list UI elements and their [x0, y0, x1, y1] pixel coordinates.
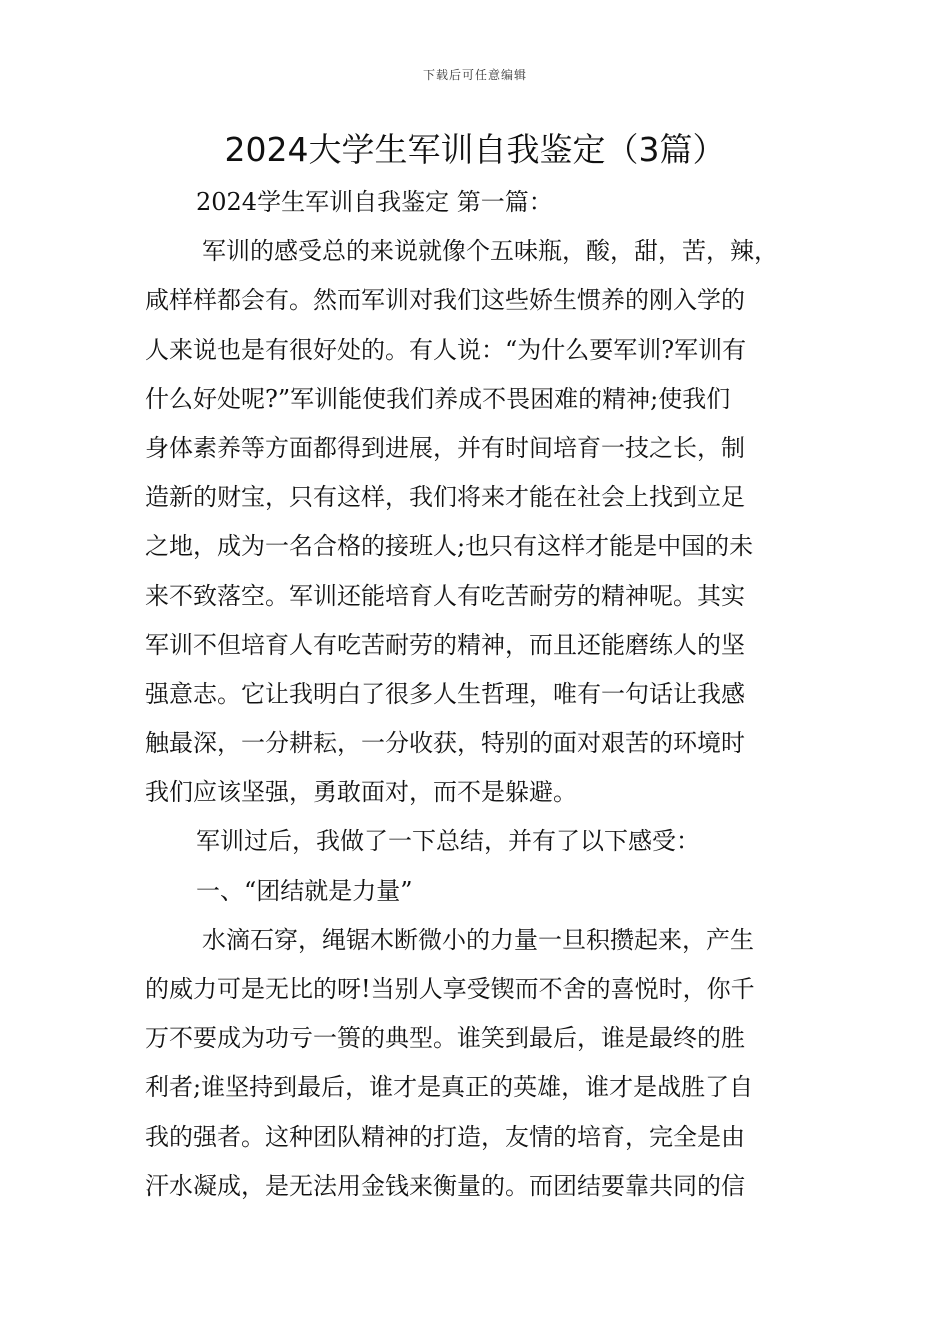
paragraph-line: 利者;谁坚持到最后，谁才是真正的英雄，谁才是战胜了自 [145, 1073, 754, 1102]
paragraph-line: 万不要成为功亏一篑的典型。谁笑到最后，谁是最终的胜 [145, 1024, 745, 1053]
paragraph-line: 来不致落空。军训还能培育人有吃苦耐劳的精神呢。其实 [145, 581, 745, 610]
paragraph-line: 咸样样都会有。然而军训对我们这些娇生惯养的刚入学的 [145, 286, 745, 315]
paragraph-line: 我们应该坚强，勇敢面对，而不是躲避。 [145, 778, 577, 807]
paragraph-line: 强意志。它让我明白了很多人生哲理，唯有一句话让我感 [145, 679, 745, 708]
paragraph-line: 之地，成为一名合格的接班人;也只有这样才能是中国的未 [145, 532, 754, 561]
paragraph-line: 人来说也是有很好处的。有人说：“为什么要军训?军训有 [145, 335, 747, 364]
paragraph-line: 身体素养等方面都得到进展，并有时间培育一技之长，制 [145, 433, 745, 462]
paragraph-line: 什么好处呢?”军训能使我们养成不畏困难的精神;使我们 [145, 384, 731, 413]
section-heading: 2024学生军训自我鉴定 第一篇： [196, 188, 553, 216]
paragraph-line: 军训不但培育人有吃苦耐劳的精神，而且还能磨练人的坚 [145, 630, 745, 659]
paragraph-line: 触最深，一分耕耘，一分收获，特别的面对艰苦的环境时 [145, 729, 745, 758]
paragraph-line: 军训的感受总的来说就像个五味瓶，酸，甜，苦，辣， [202, 237, 778, 266]
document-body [145, 178, 825, 1211]
paragraph-line: 的威力可是无比的呀!当别人享受锲而不舍的喜悦时，你千 [145, 975, 755, 1003]
subsection-heading: 一、“团结就是力量” [196, 876, 413, 905]
paragraph-line: 我的强者。这种团队精神的打造，友情的培育，完全是由 [145, 1122, 745, 1151]
paragraph-line: 造新的财宝，只有这样，我们将来才能在社会上找到立足 [145, 483, 745, 512]
document-title: 2024大学生军训自我鉴定（3篇） [224, 130, 726, 169]
paragraph-line: 汗水凝成，是无法用金钱来衡量的。而团结要靠共同的信 [145, 1171, 745, 1200]
header-note: 下载后可任意编辑 [422, 68, 527, 82]
paragraph-line: 水滴石穿，绳锯木断微小的力量一旦积攒起来，产生 [202, 925, 754, 954]
paragraph-line: 军训过后，我做了一下总结，并有了以下感受： [196, 827, 700, 856]
